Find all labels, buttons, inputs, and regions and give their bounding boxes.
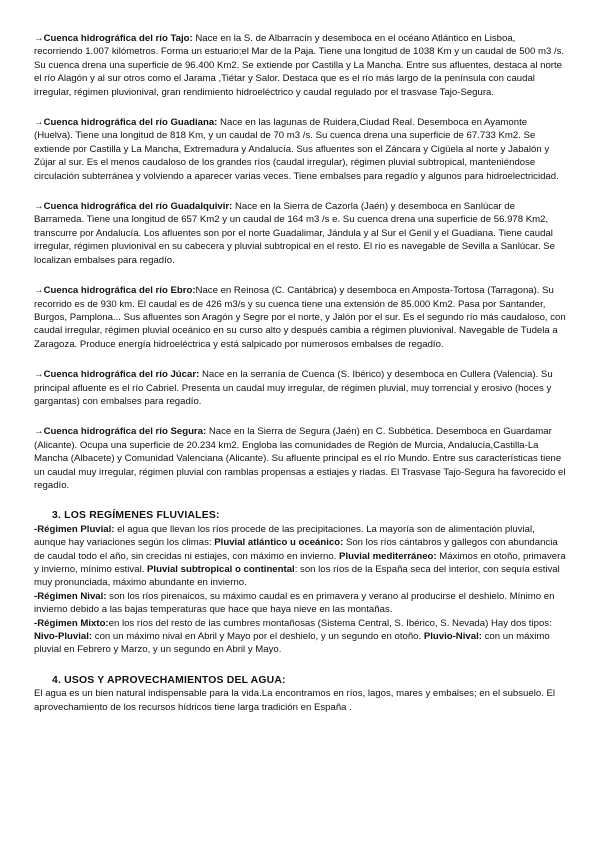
usos-paragraph: El agua es un bien natural indispensable para la vida.La encontramos en ríos, lagos, mares y embalses; en el subsuelo. El aprovechamiento de los recursos hídricos tiene larga tradición en España . <box>34 688 556 713</box>
section-3-heading: 3. LOS REGÍMENES FLUVIALES: <box>52 510 220 522</box>
regimen-nival-paragraph <box>34 590 566 617</box>
river-tajo-text: Nace en la S. de Albarracín y desemboca en el océano Atlántico en Lisboa, recorriendo 1.007 kilómetros. Forma un estuario;el Mar de la Paja. Tiene una longitud de 1038 Km y un caudal de 500 m3 /s. Su cuenca drena una superficie de 96.400 Km2. Se extiende por Castilla y La Mancha. Entre sus afluentes, destaca al norte el río Alagón y al sur otros como el Jarama ,Tiétar y Salor. Destaca que es el río más largo de la península con caudal irregular, régimen pluvionival, gran rendimiento hidroeléctrico y caudal regulado por el trasvase Tajo-Segura. <box>34 33 565 98</box>
river-ebro-text: Nace en Reinosa (C. Cantábrica) y desemboca en Amposta-Tortosa (Tarragona). Su recorrido es de 930 km. El caudal es de 426 m3/s y su cuenca tiene una extensión de 85.000 Km2. Pasa por Santander, Burgos, Pamplona... Sus afluentes son Aragón y Segre por el norte, y Jalón por el sur. Es el segundo río más caudaloso, con caudal irregular, régimen pluvial oceánico en su curso alto y después cambia a régimen pluvionival. Navegable de Tudela a Zaragoza. Produce energía hidroeléctrica y está salpicado por numerosos embalses de regadío. <box>34 285 566 350</box>
pluvio-nival-text: con un máximo pluvial en Febrero y Marzo, y un segundo en Abril y Mayo. <box>34 631 550 656</box>
pluvial-subtropical-label: Pluvial subtropical o continental <box>147 564 295 575</box>
pluvial-atlantico-label: Pluvial atlántico u oceánico: <box>214 537 344 549</box>
river-segura-text: Nace en la Sierra de Segura (Jaén) en C. Subbética. Desemboca en Guardamar (Alicante). Ocupa una superficie de 20.234 km2. Engloba las comunidades de Región de Murcia, Andalucía,Castilla-La Mancha (Albacete) y Comunidad Valenciana (Alicante). Su afluente principal es el río Mundo. Entre sus características tiene un caudal muy irregular, régimen pluvial con ramblas propensas a estiajes y riadas. El Trasvase Tajo-Segura ha favorecido el regadío. <box>34 426 566 491</box>
regimen-nival-text: son los ríos pirenaicos, su máximo caudal es en primavera y verano al producirse el deshielo. Mínimo en invierno debido a las bajas temperaturas que hace que haya nieve en las montañas. <box>34 590 555 616</box>
document-page <box>34 32 566 714</box>
regimen-pluvial-text: el agua que llevan los ríos procede de las precipitaciones. La mayoría son de alimentación pluvial, aunque hay variaciones según los climas: <box>34 523 535 549</box>
section-regimenes <box>34 509 566 656</box>
river-ebro-title: →Cuenca hidrográfica del río Ebro: <box>34 285 196 297</box>
river-guadiana-text: Nace en las lagunas de Ruidera,Ciudad Real. Desemboca en Ayamonte (Huelva). Tiene una longitud de 818 Km, y un caudal de 70 m3 /s. Su cuenca drena una superficie de 67.733 Km2. Se extiende por Castilla y La Mancha, Extremadura y Andalucía. Sus afluentes son el Záncara y Cigüela al norte y Jabalón y Zújar al sur. Es el menos caudaloso de los grandes ríos (caudal irregular), régimen pluvial subtropical, manteniéndose circulación subterránea y volviendo a aparecer varias veces. Tiene embalses para regadío y algunos para hidroelectricidad. <box>34 117 559 182</box>
section-usos <box>34 674 566 714</box>
river-segura-title: →Cuenca hidrográfica del río Segura: <box>34 426 207 438</box>
regimen-mixto-text: en los ríos del resto de las cumbres montañosas (Sistema Central, S. Ibérico, S. Nevada) Hay dos tipos: <box>108 617 552 629</box>
pluvio-nival-label: Pluvio-Nival: <box>423 631 482 643</box>
river-jucar-text: Nace en la serranía de Cuenca (S. Ibérico) y desemboca en Cullera (Valencia). Su principal afluente es el río Cabriel. Presenta un caudal muy irregular, de régimen pluvial, muy torrencial y erosivo (hoces y gargantas) con embalses para regadío. <box>34 369 553 407</box>
pluvial-mediterraneo-text: Máximos en otoño, primavera y invierno, mínimo estival. <box>34 550 566 575</box>
pluvial-mediterraneo-label: Pluvial mediterráneo: <box>339 550 437 562</box>
river-tajo-title: →Cuenca hidrográfica del río Tajo: <box>34 33 193 44</box>
river-guadiana-title: →Cuenca hidrográfica del río Guadiana: <box>34 117 218 129</box>
river-segura-paragraph <box>34 425 566 492</box>
river-jucar-paragraph <box>34 368 566 408</box>
nivo-pluvial-label: Nivo-Pluvial: <box>34 631 93 643</box>
river-guadiana-paragraph <box>34 116 566 183</box>
regimen-mixto-paragraph <box>34 617 566 657</box>
pluvial-subtropical-text: : son los ríos de la España seca del interior, con sequía estival muy pronunciada, máximo abundante en invierno. <box>34 564 560 589</box>
river-guadalquivir-text: Nace en la Sierra de Cazorla (Jaén) y desemboca en Sanlúcar de Barrameda. Tiene una longitud de 657 Km2 y un caudal de 164 m3 /s e. Su cuenca drena una superficie de 56.978 Km2, transcurre por Andalucía. Los afluentes son por el norte Guadalimar, Jándula y al Sur el Genil y el Guadiana. Tiene caudal irregular, régimen pluvionival en su cabecera y pluvial subtropical en el resto. El río es navegable de Sevilla a Sanlúcar. Se localizan embalses para regadío. <box>34 201 556 266</box>
river-ebro-paragraph <box>34 284 566 351</box>
river-guadalquivir-paragraph <box>34 200 566 267</box>
regimen-nival-label: -Régimen Nival: <box>34 590 107 602</box>
regimen-pluvial-label: -Régimen Pluvial: <box>34 523 115 535</box>
river-tajo-paragraph <box>34 32 566 99</box>
nivo-pluvial-text: con un máximo nival en Abril y Mayo por el deshielo, y un segundo en otoño. <box>92 631 424 643</box>
section-4-heading: 4. USOS Y APROVECHAMIENTOS DEL AGUA: <box>52 674 286 686</box>
regimen-mixto-label: -Régimen Mixto: <box>34 617 109 629</box>
river-guadalquivir-title: →Cuenca hidrográfica del río Guadalquivir: <box>34 201 233 213</box>
pluvial-atlantico-text: Son los ríos cántabros y gallegos con abundancia de caudal todo el año, sin crecidas ni estiajes, con máximo en invierno. <box>34 537 558 562</box>
regimen-pluvial-paragraph <box>34 523 566 590</box>
river-jucar-title: →Cuenca hidrográfica del río Júcar: <box>34 369 200 381</box>
